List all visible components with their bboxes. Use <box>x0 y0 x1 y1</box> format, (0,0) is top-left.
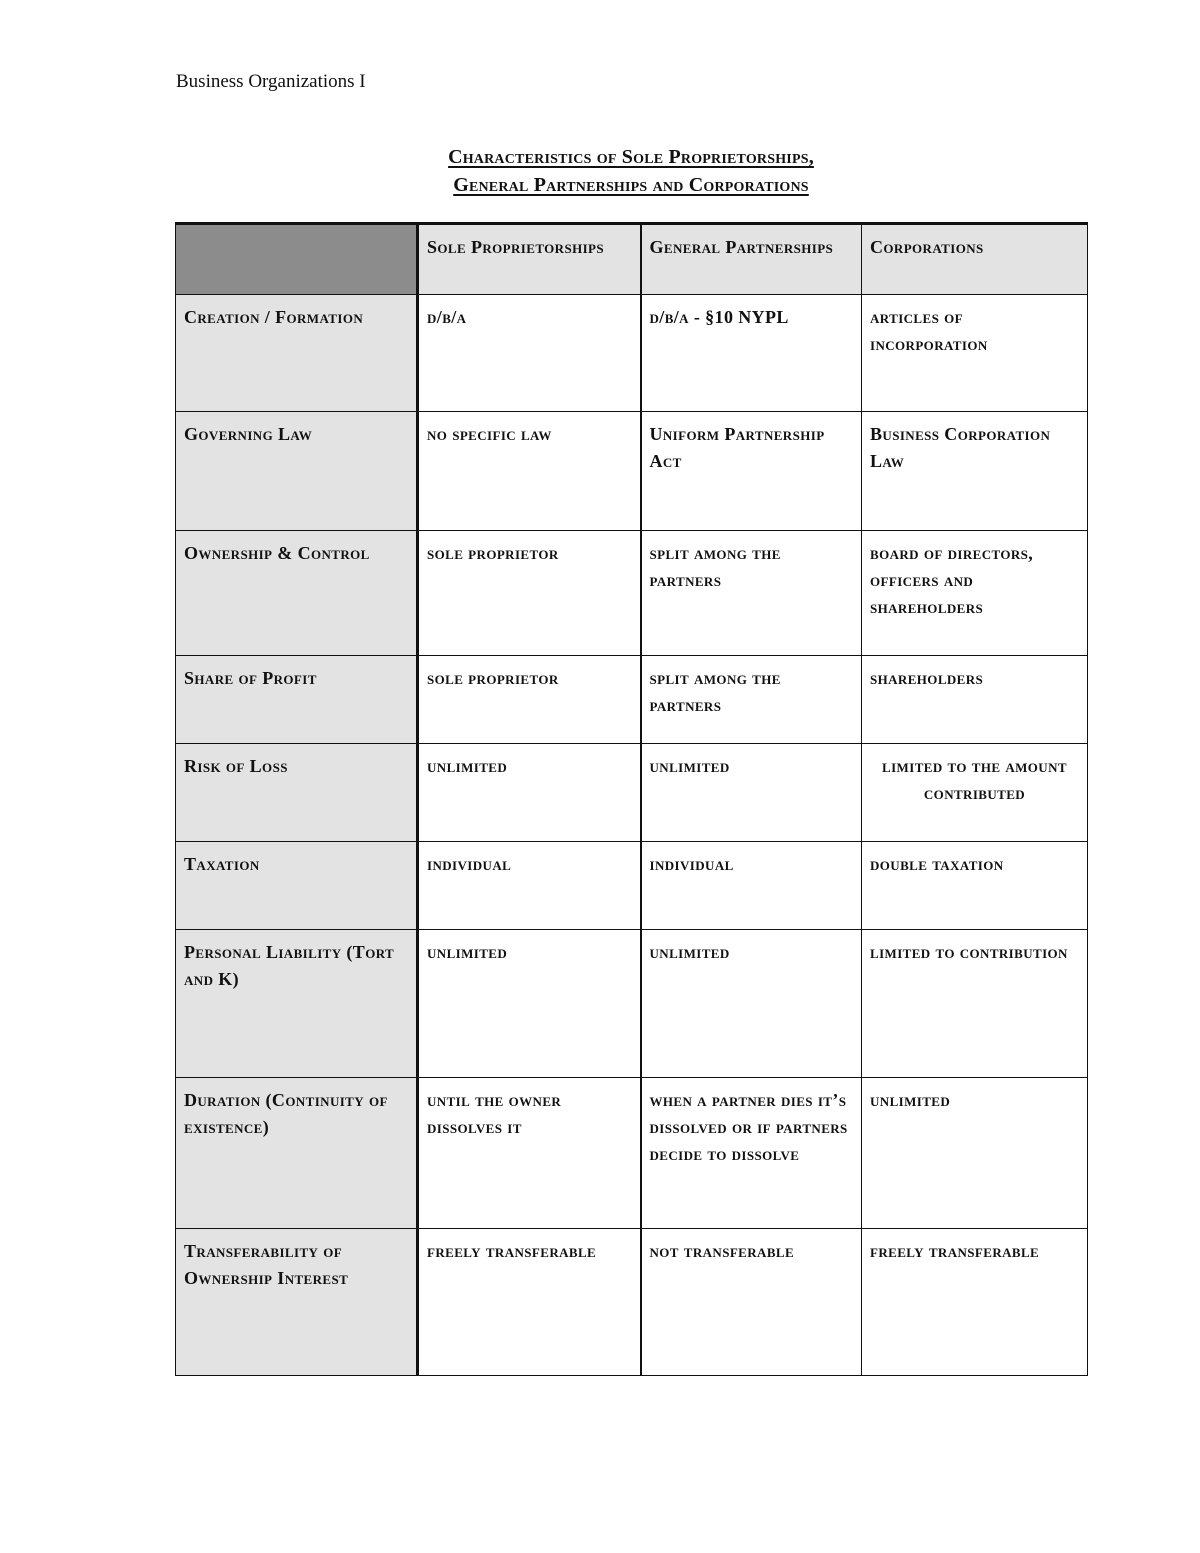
row-header: Duration (Continuity of existence) <box>176 1078 418 1229</box>
document-title <box>176 143 1086 199</box>
table-cell: d/b/a <box>418 295 641 412</box>
table-header-row <box>176 224 1088 295</box>
row-header: Creation / Formation <box>176 295 418 412</box>
table-row <box>176 930 1088 1078</box>
table-row <box>176 744 1088 842</box>
table-cell: individual <box>418 842 641 930</box>
title-line-2: General Partnerships and Corporations <box>453 174 809 196</box>
row-header: Governing Law <box>176 412 418 531</box>
table-cell: sole proprietor <box>418 656 641 744</box>
table-cell: shareholders <box>862 656 1088 744</box>
table-cell: unlimited <box>641 744 862 842</box>
row-header: Taxation <box>176 842 418 930</box>
table-cell: limited to the amount contributed <box>862 744 1088 842</box>
table-cell: until the owner dissolves it <box>418 1078 641 1229</box>
table-cell: freely transferable <box>862 1229 1088 1376</box>
table-cell: individual <box>641 842 862 930</box>
corner-cell <box>176 224 418 295</box>
table-row <box>176 842 1088 930</box>
table-cell: Uniform Partnership Act <box>641 412 862 531</box>
table-cell: when a partner dies it’s dissolved or if partners decide to dissolve <box>641 1078 862 1229</box>
row-header: Share of Profit <box>176 656 418 744</box>
title-line-1: Characteristics of Sole Proprietorships, <box>448 146 814 168</box>
table-cell: unlimited <box>862 1078 1088 1229</box>
table-row <box>176 412 1088 531</box>
table-cell: Business Corporation Law <box>862 412 1088 531</box>
table-cell: d/b/a - §10 NYPL <box>641 295 862 412</box>
table-cell: sole proprietor <box>418 531 641 656</box>
table-cell: unlimited <box>418 930 641 1078</box>
row-header: Ownership & Control <box>176 531 418 656</box>
table-row <box>176 1229 1088 1376</box>
table-cell: board of directors, officers and shareholders <box>862 531 1088 656</box>
table-cell: articles of incorporation <box>862 295 1088 412</box>
table-cell: limited to contribution <box>862 930 1088 1078</box>
table-cell: not transferable <box>641 1229 862 1376</box>
table-cell: unlimited <box>418 744 641 842</box>
comparison-table <box>175 222 1088 1376</box>
column-header-general-partnerships: General Partnerships <box>641 224 862 295</box>
table-cell: unlimited <box>641 930 862 1078</box>
table-cell: split among the partners <box>641 531 862 656</box>
row-header: Transferability of Ownership Interest <box>176 1229 418 1376</box>
table-row <box>176 656 1088 744</box>
table-cell: double taxation <box>862 842 1088 930</box>
table-row <box>176 295 1088 412</box>
column-header-corporations: Corporations <box>862 224 1088 295</box>
column-header-sole-proprietorships: Sole Proprietorships <box>418 224 641 295</box>
table-cell: split among the partners <box>641 656 862 744</box>
document-header: Business Organizations I <box>176 71 366 92</box>
table-cell: freely transferable <box>418 1229 641 1376</box>
row-header: Risk of Loss <box>176 744 418 842</box>
row-header: Personal Liability (Tort and K) <box>176 930 418 1078</box>
table-row <box>176 1078 1088 1229</box>
table-row <box>176 531 1088 656</box>
table-cell: no specific law <box>418 412 641 531</box>
